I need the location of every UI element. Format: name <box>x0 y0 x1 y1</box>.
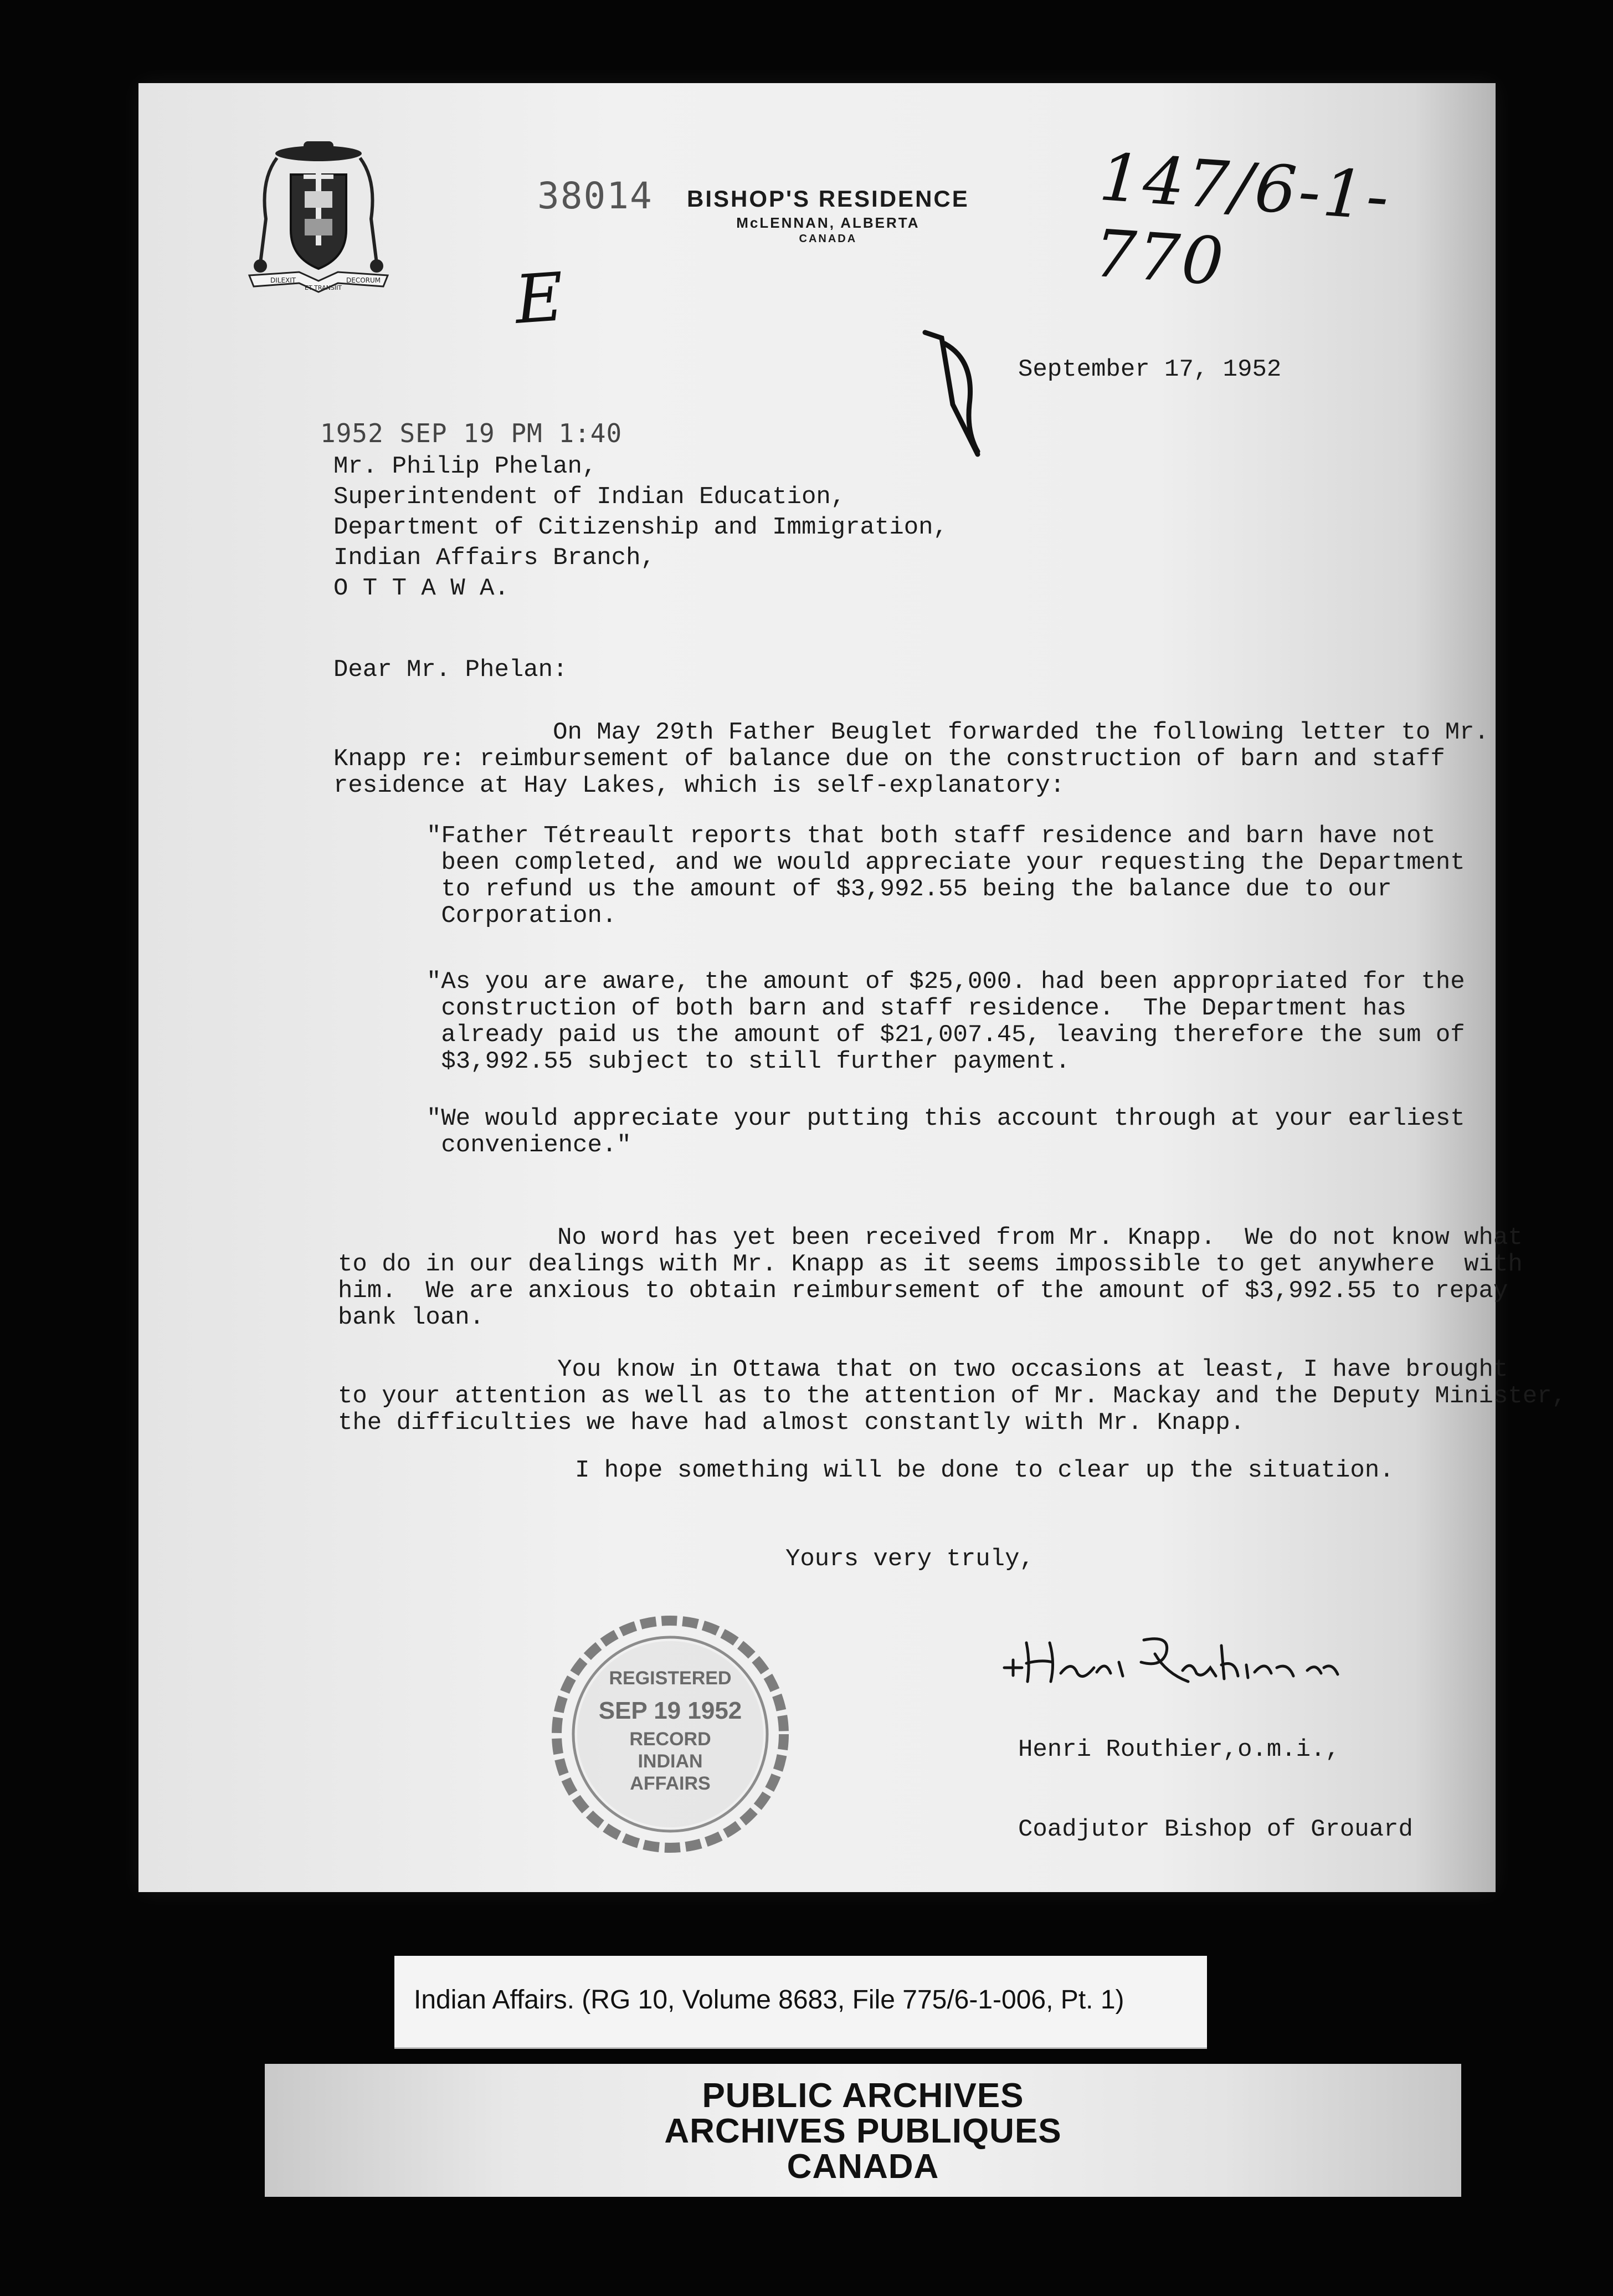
quoted-paragraph-1: "Father Tétreault reports that both staff residence and barn have not been completed, and we would appreciate your requesting the Department to refund us the amount of $3,992.55 being the balance due to our Corporation. <box>427 822 1465 930</box>
letter-page <box>138 83 1566 1892</box>
serial-number: 38014 <box>537 175 653 217</box>
addressee-line: Superintendent of Indian Education, <box>333 483 846 511</box>
episcopal-crest-icon <box>238 136 399 296</box>
signer-block <box>1018 1683 1413 1896</box>
addressee-line: O T T A W A. <box>333 575 509 602</box>
body-paragraph-4: I hope something will be done to clear up the situation. <box>575 1457 1394 1484</box>
stamp-line-3: RECORD <box>629 1729 711 1750</box>
archive-banner-line: CANADA <box>787 2148 939 2186</box>
addressee-block <box>333 452 948 604</box>
archive-reference-label <box>394 1956 1207 2049</box>
letterhead-title: BISHOP'S RESIDENCE <box>687 186 969 212</box>
archive-banner-line: ARCHIVES PUBLIQUES <box>664 2112 1062 2150</box>
svg-text:DECORUM: DECORUM <box>346 276 381 284</box>
archive-reference-text: Indian Affairs. (RG 10, Volume 8683, File 775/6-1-006, Pt. 1) <box>414 1985 1124 2015</box>
registry-stamp <box>551 1615 789 1853</box>
stamp-line-5: AFFAIRS <box>630 1773 711 1794</box>
complimentary-close: Yours very truly, <box>785 1545 1034 1573</box>
handwritten-check-mark-icon <box>919 321 986 460</box>
quoted-paragraph-2: "As you are aware, the amount of $25,000. had been appropriated for the construction of both barn and staff residence. The Department has already paid us the amount of $21,007.45, leaving therefore the sum of $3,992.55 subject to still further payment. <box>427 968 1465 1075</box>
svg-text:ET TRANSIIT: ET TRANSIIT <box>305 284 342 291</box>
letterhead <box>687 186 969 245</box>
stamp-line-2: SEP 19 1952 <box>598 1697 742 1724</box>
letter-date: September 17, 1952 <box>1018 356 1282 383</box>
handwritten-initial: E <box>512 259 567 339</box>
handwritten-signature <box>1000 1629 1343 1690</box>
body-paragraph-2: No word has yet been received from Mr. Knapp. We do not know what to do in our dealings with Mr. Knapp as it seems impossible to get anywhere with him. We are anxious to obtain reimbursement of the amount of $3,992.55 to repay bank loan. <box>338 1224 1523 1331</box>
handwritten-file-reference: 147/6-1-770 <box>1091 139 1394 300</box>
stamp-line-4: INDIAN <box>638 1751 703 1772</box>
body-paragraph-3: You know in Ottawa that on two occasions at least, I have brought to your attention as well as to the attention of Mr. Mackay and the Deputy Minister, the difficulties we have had almost constantly with Mr. Knapp. <box>338 1356 1566 1437</box>
public-archives-banner <box>265 2064 1461 2197</box>
body-paragraph-1: On May 29th Father Beuglet forwarded the following letter to Mr. Knapp re: reimbursement of balance due on the construction of barn and staff residence at Hay Lakes, which is self-explanatory: <box>333 719 1489 800</box>
addressee-line: Mr. Philip Phelan, <box>333 453 597 480</box>
letterhead-city: McLENNAN, ALBERTA <box>736 214 920 231</box>
signer-name: Henri Routhier,o.m.i., <box>1018 1736 1340 1764</box>
addressee-line: Indian Affairs Branch, <box>333 544 655 572</box>
archive-banner-line: PUBLIC ARCHIVES <box>702 2077 1024 2115</box>
archive-banner-text <box>265 2078 1461 2185</box>
quoted-paragraph-3: "We would appreciate your putting this account through at your earliest convenience." <box>427 1105 1465 1159</box>
addressee-line: Department of Citizenship and Immigration, <box>333 514 948 541</box>
svg-text:DILEXIT: DILEXIT <box>270 276 296 284</box>
received-date-stamp: 1952 SEP 19 PM 1:40 <box>320 418 623 448</box>
signer-title: Coadjutor Bishop of Grouard <box>1018 1816 1413 1843</box>
salutation: Dear Mr. Phelan: <box>333 656 568 684</box>
letterhead-country: CANADA <box>799 233 857 245</box>
stamp-line-1: REGISTERED <box>609 1668 732 1689</box>
